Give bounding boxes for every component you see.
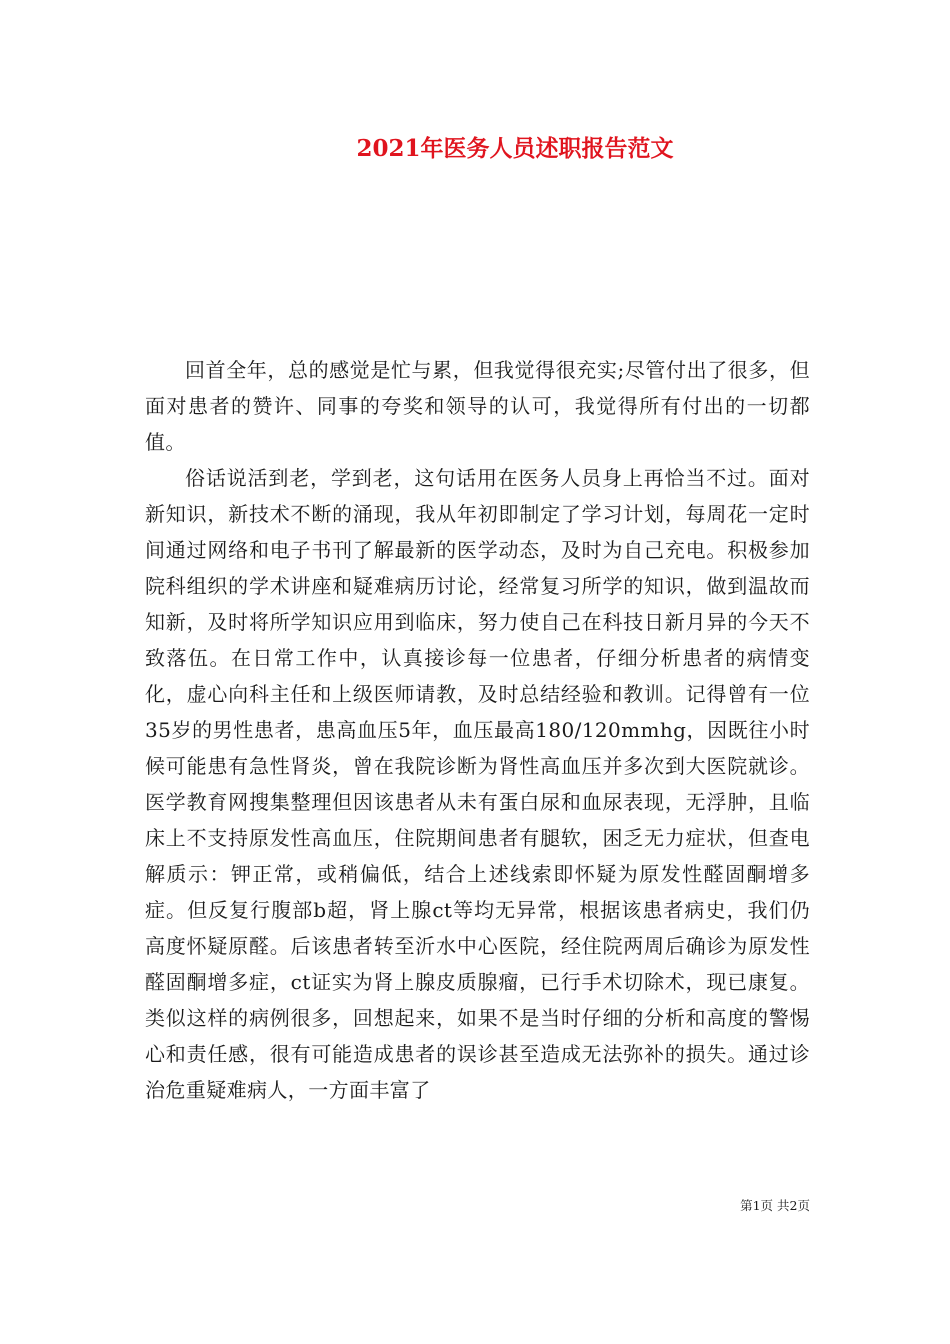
document-title: 2021年医务人员述职报告范文 xyxy=(356,135,674,162)
paragraph-2: 俗话说活到老，学到老，这句话用在医务人员身上再恰当不过。面对新知识，新技术不断的涌现，我从年初即制定了学习计划，每周花一定时间通过网络和电子书刊了解最新的医学动态，及时为自己充电。积极参加院科组织的学术讲座和疑难病历讨论，经常复习所学的知识，做到温故而知新，及时将所学知识应用到临床，努力使自己在科技日新月异的今天不致落伍。在日常工作中，认真接诊每一位患者，仔细分析患者的病情变化，虚心向科主任和上级医师请教，及时总结经验和教训。记得曾有一位35岁的男性患者，患高血压5年，血压最高180/120mmhg，因既往小时候可能患有急性肾炎，曾在我院诊断为肾性高血压并多次到大医院就诊。医学教育网搜集整理但因该患者从未有蛋白尿和血尿表现，无浮肿，且临床上不支持原发性高血压，住院期间患者有腿软，困乏无力症状，但查电解质示：钾正常，或稍偏低，结合上述线索即怀疑为原发性醛固酮增多症。但反复行腹部b超，肾上腺ct等均无异常，根据该患者病史，我们仍高度怀疑原醛。后该患者转至沂水中心医院，经住院两周后确诊为原发性醛固酮增多症，ct证实为肾上腺皮质腺瘤，已行手术切除术，现已康复。类似这样的病例很多，回想起来，如果不是当时仔细的分析和高度的警惕心和责任感，很有可能造成患者的误诊甚至造成无法弥补的损失。通过诊治危重疑难病人，一方面丰富了 xyxy=(145,466,810,1102)
paragraph-1: 回首全年，总的感觉是忙与累，但我觉得很充实;尽管付出了很多，但面对患者的赞许、同事的夸奖和领导的认可，我觉得所有付出的一切都值。 xyxy=(145,358,810,454)
page-number-footer: 第1页 共2页 xyxy=(740,1198,810,1213)
document-body xyxy=(145,352,810,1108)
